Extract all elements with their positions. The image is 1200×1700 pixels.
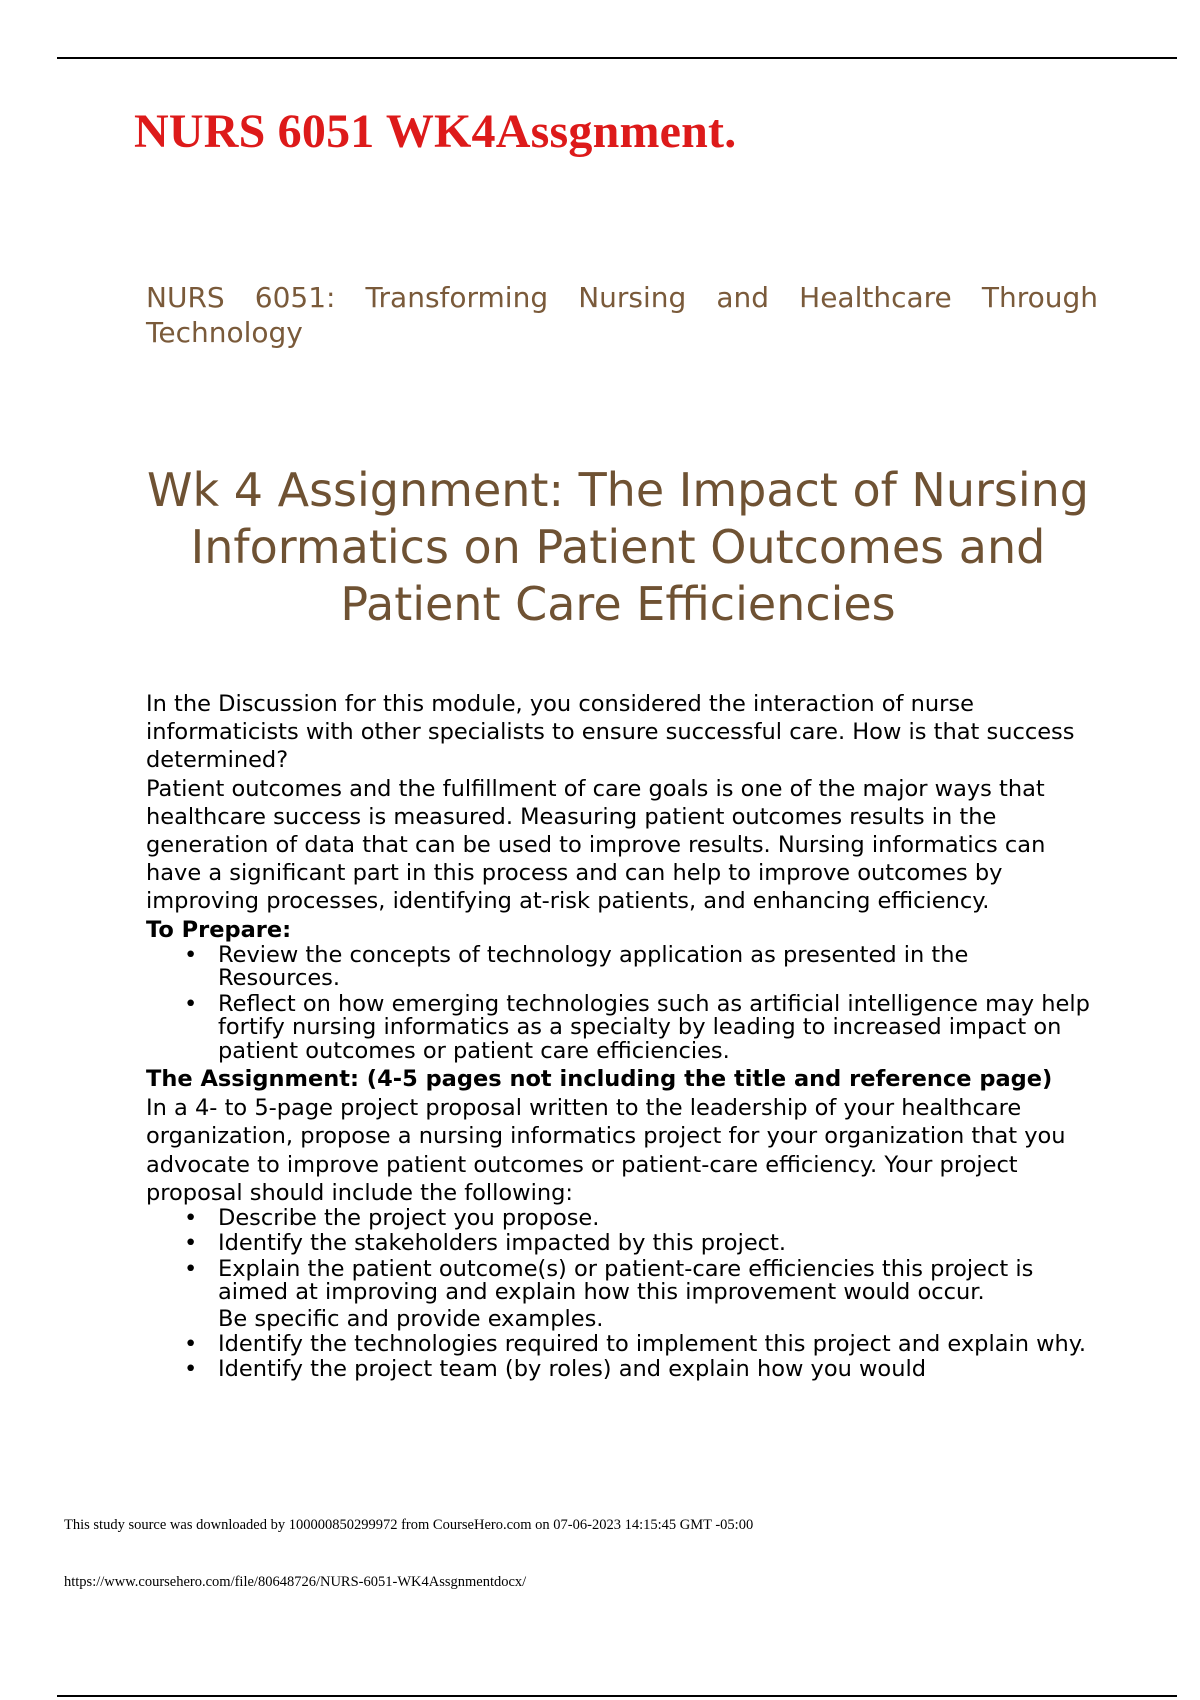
assignment-body — [146, 690, 1096, 1384]
assignment-list — [146, 1204, 1096, 1383]
list-item: • Reflect on how emerging technologies such as artificial intelligence may help fortify nursing informatics as a specialty by leading to increased impact on patient outcomes or patient care efficiencies. — [218, 993, 1096, 1064]
download-notice: This study source was downloaded by 100000850299972 from CourseHero.com on 07-06-2023 14:15:45 GMT -05:00 — [64, 1517, 754, 1533]
prepare-list — [146, 941, 1096, 1064]
list-item-text: Explain the patient outcome(s) or patient-care efficiencies this project is aimed at improving and explain how this improvement would occur. — [218, 1255, 1034, 1306]
assignment-heading: The Assignment: (4-5 pages not including the title and reference page) — [146, 1066, 1053, 1093]
assignment-paragraph: In a 4- to 5-page project proposal written to the leadership of your healthcare organization, propose a nursing informatics project for your organization that you advocate to improve patient outcomes or patient-care efficiency. Your project proposal should include the following: — [146, 1095, 1066, 1206]
list-item: • Identify the stakeholders impacted by this project. — [218, 1232, 1096, 1256]
list-item: • Identify the project team (by roles) and explain how you would — [218, 1358, 1096, 1382]
top-rule — [57, 57, 1177, 59]
intro-paragraph: Patient outcomes and the fulfillment of care goals is one of the major ways that healthcare success is measured. Measuring patient outcomes results in the generation of data that can be used to improve results. Nursing informatics can have a significant part in this process and can help to improve outcomes by improving processes, identifying at-risk patients, and enhancing efficiency. — [146, 775, 1046, 915]
source-url: https://www.coursehero.com/file/80648726/NURS-6051-WK4Assgnmentdocx/ — [64, 1574, 527, 1590]
list-item: • Identify the technologies required to implement this project and explain why. — [218, 1333, 1096, 1357]
list-item: • Describe the project you propose. — [218, 1207, 1096, 1231]
list-item-note: Be specific and provide examples. — [218, 1305, 604, 1332]
list-item: • Review the concepts of technology application as presented in the Resources. — [218, 944, 1096, 991]
intro-paragraph: In the Discussion for this module, you considered the interaction of nurse informaticists with other specialists to ensure successful care. How is that success determined? — [146, 691, 1075, 774]
document-title: NURS 6051 WK4Assgnment. — [134, 105, 737, 158]
list-item — [218, 1255, 1096, 1333]
bottom-rule — [57, 1695, 1177, 1697]
prepare-heading: To Prepare: — [146, 916, 292, 943]
assignment-title: Wk 4 Assignment: The Impact of Nursing Informatics on Patient Outcomes and Patient Care Efficiencies — [146, 463, 1089, 631]
course-title: NURS 6051: Transforming Nursing and Healthcare Through Technology — [146, 281, 1098, 349]
